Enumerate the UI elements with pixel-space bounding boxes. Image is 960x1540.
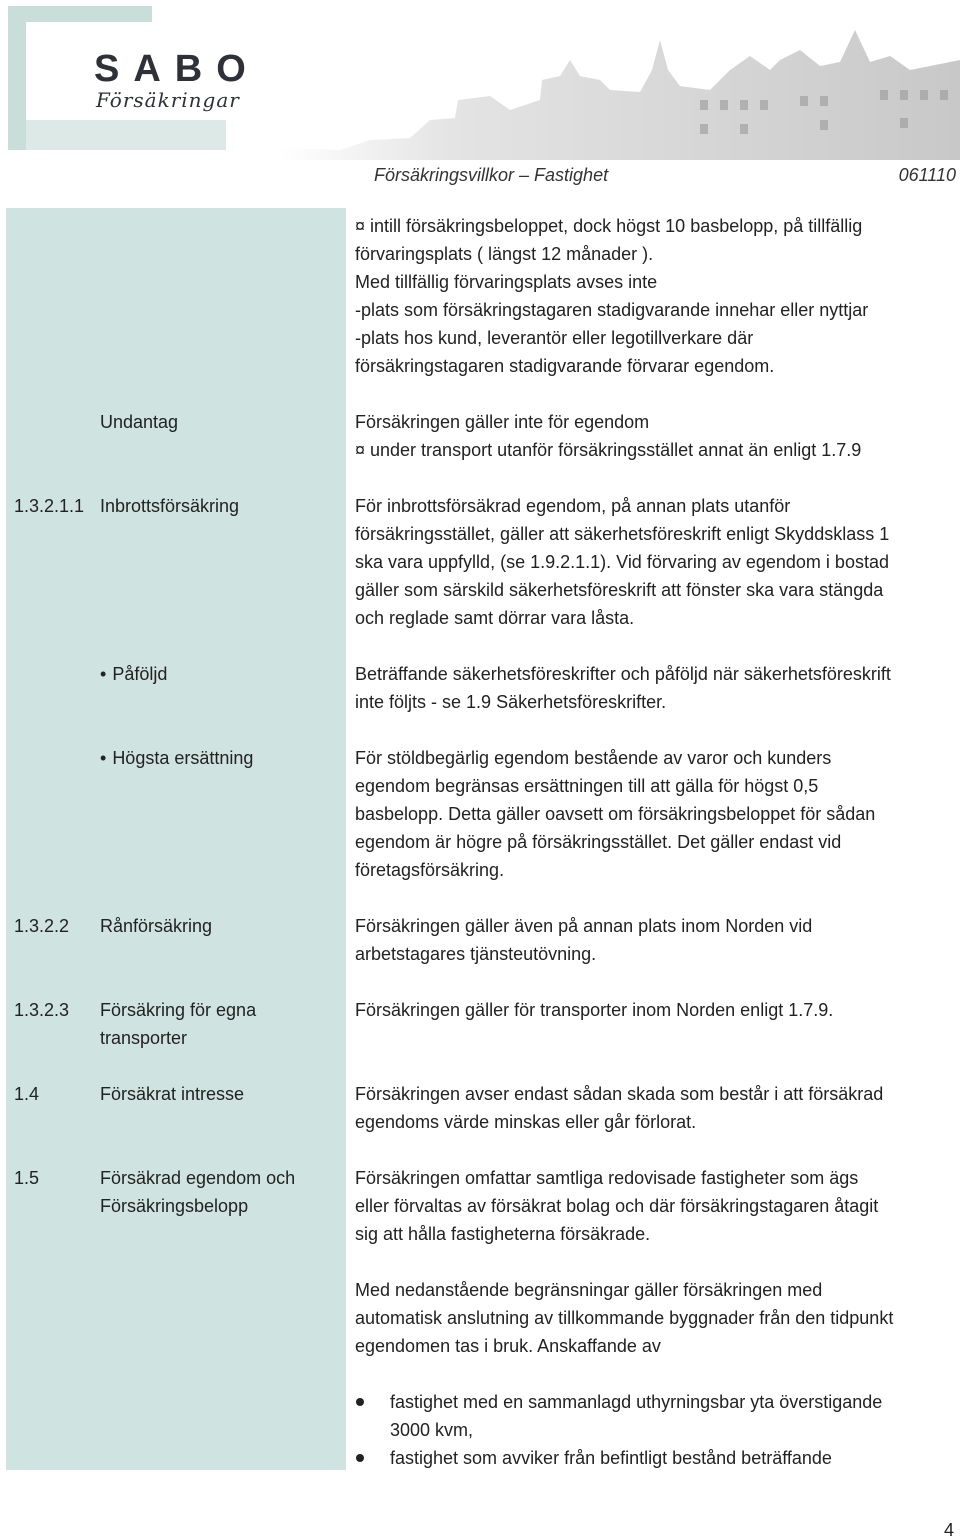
transport-text bbox=[355, 996, 955, 1024]
text-line: företagsförsäkring. bbox=[355, 860, 505, 880]
text-line: fastighet som avviker från befintligt bestånd beträffande bbox=[390, 1448, 832, 1468]
text-line: För stöldbegärlig egendom bestående av varor och kunders bbox=[355, 748, 832, 768]
intresse-text bbox=[355, 1080, 955, 1136]
text-line: Med tillfällig förvaringsplats avses inte bbox=[355, 272, 658, 292]
page-number: 4 bbox=[943, 1520, 954, 1540]
section-label-pafoljd: • Påföljd bbox=[100, 660, 167, 688]
inbrott-text bbox=[355, 492, 955, 632]
label-line: Försäkrad egendom och bbox=[100, 1168, 296, 1188]
text-line: egendoms värde minskas eller går förlorat. bbox=[355, 1112, 697, 1132]
text-line: sig att hålla fastigheterna försäkrade. bbox=[355, 1224, 651, 1244]
intro-text bbox=[355, 212, 955, 380]
text-line: och reglade samt dörrar vara låsta. bbox=[355, 608, 635, 628]
text-line: egendomen tas i bruk. Anskaffande av bbox=[355, 1336, 661, 1356]
section-number: 1.3.2.2 bbox=[14, 916, 70, 936]
text-line: Försäkringen gäller även på annan plats inom Norden vid bbox=[355, 916, 813, 936]
text-line: Försäkringen omfattar samtliga redovisade fastigheter som ägs bbox=[355, 1168, 859, 1188]
header-logo-area bbox=[0, 0, 960, 160]
text-line: Försäkringen gäller inte för egendom bbox=[355, 412, 650, 432]
hogsta-text bbox=[355, 744, 955, 884]
text-line: För inbrottsförsäkrad egendom, på annan plats utanför bbox=[355, 496, 791, 516]
egendom-text bbox=[355, 1164, 955, 1248]
text-line: basbelopp. Detta gäller oavsett om försäkringsbeloppet för sådan bbox=[355, 804, 876, 824]
ran-text bbox=[355, 912, 955, 968]
text-line: ska vara uppfylld, (se 1.9.2.1.1). Vid förvaring av egendom i bostad bbox=[355, 552, 889, 572]
text-line: inte följts - se 1.9 Säkerhetsföreskrifter. bbox=[355, 692, 667, 712]
list-item bbox=[390, 1444, 950, 1472]
text-line: försäkringsstället, gäller att säkerhetsföreskrift enligt Skyddsklass 1 bbox=[355, 524, 890, 544]
bullet-icon bbox=[356, 1454, 364, 1462]
city-skyline-image bbox=[280, 0, 960, 160]
text-line: arbetstagares tjänsteutövning. bbox=[355, 944, 597, 964]
egendom-text-2 bbox=[355, 1276, 955, 1360]
section-label-intresse: Försäkrat intresse bbox=[100, 1084, 245, 1104]
text-line: Beträffande säkerhetsföreskrifter och påföljd när säkerhetsföreskrift bbox=[355, 664, 891, 684]
text-line: fastighet med en sammanlagd uthyrningsbar yta överstigande bbox=[390, 1392, 883, 1412]
text-line: egendom begränsas ersättningen till att gälla för högst 0,5 bbox=[355, 776, 819, 796]
text-line: Med nedanstående begränsningar gäller försäkringen med bbox=[355, 1280, 823, 1300]
list-item bbox=[390, 1388, 950, 1444]
text-line: egendom är högre på försäkringsstället. Det gäller endast vid bbox=[355, 832, 842, 852]
section-number: 1.5 bbox=[14, 1168, 40, 1188]
label-line: transporter bbox=[100, 1028, 188, 1048]
section-label-egendom bbox=[100, 1164, 340, 1220]
section-label-transport bbox=[100, 996, 340, 1052]
text-line: ¤ under transport utanför försäkringsstället annat än enligt 1.7.9 bbox=[355, 440, 862, 460]
section-number: 1.3.2.1.1 bbox=[14, 496, 85, 516]
text-line: eller förvaltas av försäkrat bolag och där försäkringstagaren åtagit bbox=[355, 1196, 879, 1216]
bullet-icon bbox=[356, 1398, 364, 1406]
document-date: 061110 bbox=[898, 165, 956, 185]
section-label-undantag: Undantag bbox=[100, 412, 179, 432]
text-line: automatisk anslutning av tillkommande byggnader från den tidpunkt bbox=[355, 1308, 894, 1328]
section-label-inbrott: Inbrottsförsäkring bbox=[100, 496, 240, 516]
label-line: Försäkring för egna bbox=[100, 1000, 257, 1020]
text-line: förvaringsplats ( längst 12 månader ). bbox=[355, 244, 654, 264]
text-line: ¤ intill försäkringsbeloppet, dock högst 10 basbelopp, på tillfällig bbox=[355, 216, 863, 236]
section-number: 1.3.2.3 bbox=[14, 1000, 70, 1020]
logo-subtitle: Försäkringar bbox=[96, 88, 240, 112]
document-title: Försäkringsvillkor – Fastighet bbox=[374, 165, 609, 185]
text-line: 3000 kvm, bbox=[390, 1420, 474, 1440]
text-line: försäkringstagaren stadigvarande förvarar egendom. bbox=[355, 356, 775, 376]
sidebar-background bbox=[6, 208, 346, 1470]
logo-name: SABO bbox=[94, 48, 260, 90]
label-line: Försäkringsbelopp bbox=[100, 1196, 249, 1216]
pafoljd-text bbox=[355, 660, 955, 716]
text-line: Försäkringen gäller för transporter inom Norden enligt 1.7.9. bbox=[355, 1000, 834, 1020]
section-label-ran: Rånförsäkring bbox=[100, 916, 213, 936]
text-line: -plats hos kund, leverantör eller legotillverkare där bbox=[355, 328, 754, 348]
undantag-text bbox=[355, 408, 955, 464]
text-line: -plats som försäkringstagaren stadigvarande innehar eller nyttjar bbox=[355, 300, 869, 320]
text-line: gäller som särskild säkerhetsföreskrift att fönster ska vara stängda bbox=[355, 580, 884, 600]
section-label-hogsta-ersattning: • Högsta ersättning bbox=[100, 744, 253, 772]
text-line: Försäkringen avser endast sådan skada som består i att försäkrad bbox=[355, 1084, 884, 1104]
section-number: 1.4 bbox=[14, 1084, 40, 1104]
